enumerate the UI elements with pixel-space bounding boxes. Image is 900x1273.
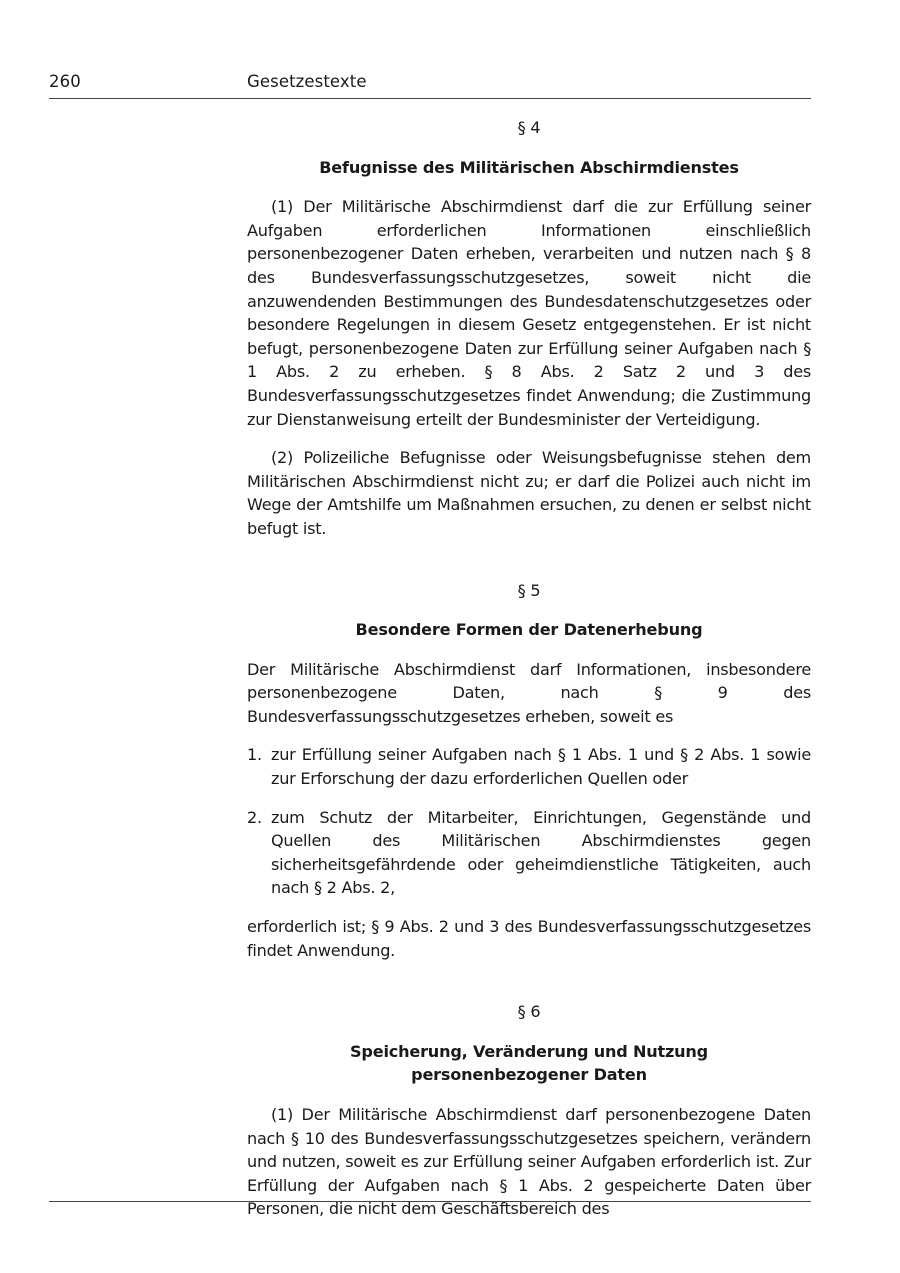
section-sign: § 5 — [517, 580, 541, 600]
list-text: zum Schutz der Mitarbeiter, Einrichtungen, Gegenstände und Quellen des Militärischen Abschirmdienstes gegen sicherheitsgefährdende oder geheimdienstliche Tätigkeiten, auch nach § 2 Abs. 2, — [271, 807, 811, 898]
section-4 — [247, 116, 811, 541]
section-title: Besondere Formen der Datenerhebung — [355, 620, 703, 640]
paragraph-intro: Der Militärische Abschirmdienst darf Informationen, insbesondere personenbezogene Daten, nach § 9 des Bundesverfassungsschutzgesetzes erheben, soweit es — [247, 659, 811, 726]
section-title-line-1: Speicherung, Veränderung und Nutzung — [350, 1041, 708, 1061]
paragraph: (1) Der Militärische Abschirmdienst darf personenbezogene Daten nach § 10 des Bundesverfassungsschutzgesetzes speichern, verändern und nutzen, soweit es zur Erfüllung seiner Aufgaben erforderlich ist. Zur Erfüllung der Aufgaben nach § 1 Abs. 2 gespeicherte Daten über Personen, die nicht dem Geschäftsbereich des — [247, 1105, 811, 1219]
page-number: 260 — [49, 72, 81, 91]
section-6 — [247, 1000, 811, 1221]
page-body — [247, 116, 811, 1221]
list-item — [247, 743, 811, 790]
paragraph: (2) Polizeiliche Befugnisse oder Weisungsbefugnisse stehen dem Militärischen Abschirmdienst nicht zu; er darf die Polizei auch nicht im Wege der Amtshilfe um Maßnahmen ersuchen, zu denen er selbst nicht befugt ist. — [247, 448, 811, 538]
section-sign: § 4 — [517, 118, 541, 137]
section-title: Befugnisse des Militärischen Abschirmdienstes — [319, 157, 739, 177]
paragraph-outro: erforderlich ist; § 9 Abs. 2 und 3 des Bundesverfassungsschutzgesetzes findet Anwendung. — [247, 917, 811, 960]
section-5 — [247, 579, 811, 963]
list-number: 2. — [247, 807, 262, 827]
list-item — [247, 806, 811, 900]
footer-rule — [49, 1201, 811, 1202]
list-number: 1. — [247, 745, 262, 765]
section-title-line-2: personenbezogener Daten — [411, 1065, 647, 1085]
section-sign: § 6 — [517, 1002, 541, 1022]
list-text: zur Erfüllung seiner Aufgaben nach § 1 Abs. 1 und § 2 Abs. 1 sowie zur Erforschung der dazu erforderlichen Quellen oder — [271, 745, 811, 789]
running-title: Gesetzestexte — [247, 72, 367, 91]
paragraph: (1) Der Militärische Abschirmdienst darf die zur Erfüllung seiner Aufgaben erforderlichen Informationen einschließlich personenbezogener Daten erheben, verarbeiten und nutzen nach § 8 des Bundesverfassungsschutzgesetzes, soweit nicht die anzuwendenden Bestimmungen des Bundesdatenschutzgesetzes oder besondere Regelungen in diesem Gesetz entgegenstehen. Er ist nicht befugt, personenbezogene Daten zur Erfüllung seiner Aufgaben nach § 1 Abs. 2 zu erheben. § 8 Abs. 2 Satz 2 und 3 des Bundesverfassungsschutzgesetzes findet Anwendung; die Zustimmung zur Dienstanweisung erteilt der Bundesminister der Verteidigung. — [247, 197, 811, 429]
page-header — [49, 70, 811, 99]
section-title — [247, 1040, 811, 1087]
